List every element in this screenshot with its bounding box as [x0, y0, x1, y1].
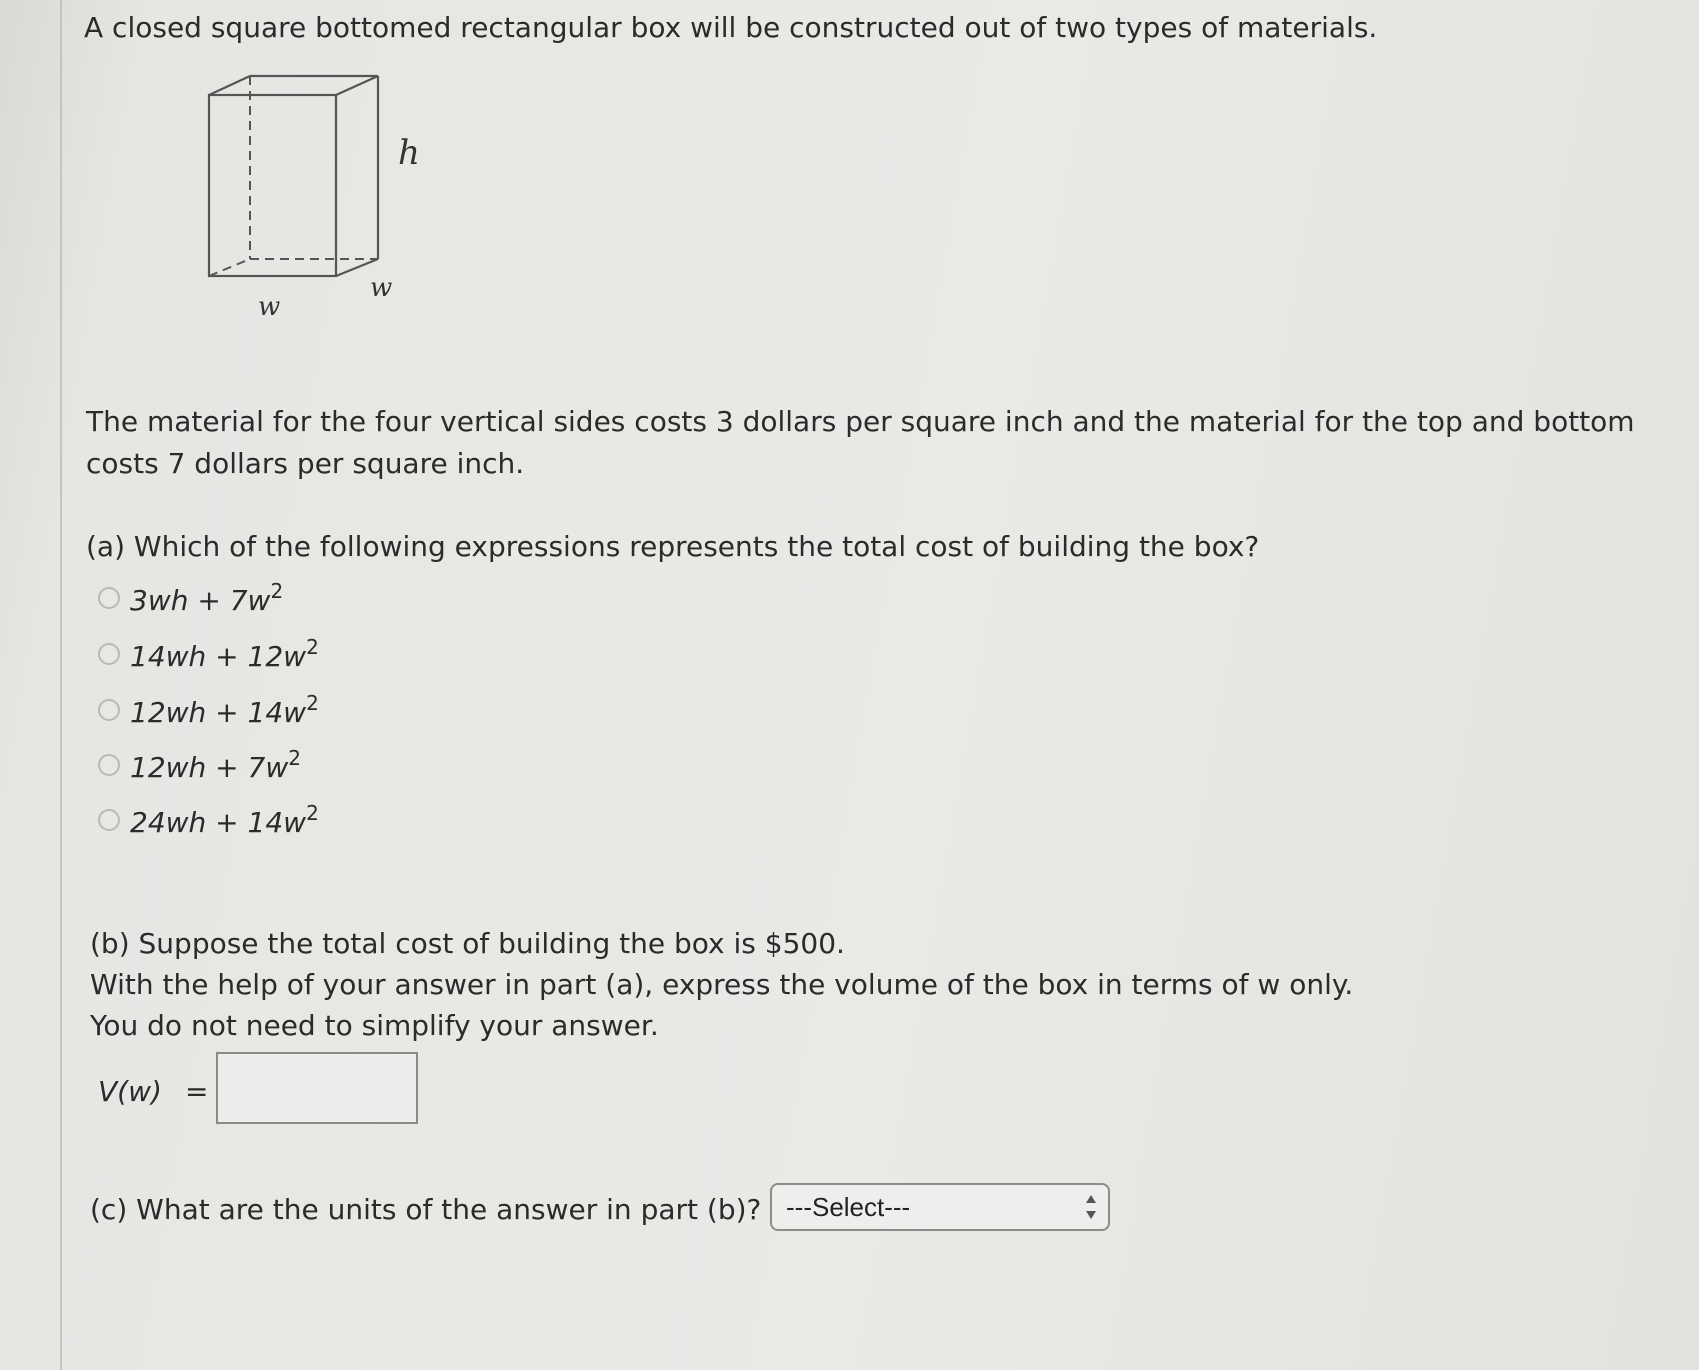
option-row-2[interactable]: [98, 634, 319, 674]
option-label-1: $3wh + 7w^2$: [130, 579, 284, 617]
radio-option-1[interactable]: [98, 587, 120, 609]
option-row-4[interactable]: [98, 745, 301, 785]
option-row-3[interactable]: [98, 690, 319, 730]
part-b-line-1: (b) Suppose the total cost of building the box is $500.: [90, 927, 845, 960]
units-select-value: ---Select---: [786, 1191, 911, 1222]
part-b-line-3: You do not need to simplify your answer.: [90, 1009, 659, 1042]
option-row-1[interactable]: [98, 578, 283, 618]
radio-option-3[interactable]: [98, 699, 120, 721]
select-arrows-icon: [1086, 1195, 1096, 1219]
option-label-2: $14wh + 12w^2$: [130, 635, 319, 673]
radio-option-2[interactable]: [98, 643, 120, 665]
volume-function-label: V(w): [98, 1075, 162, 1108]
intro-text: A closed square bottomed rectangular box will be constructed out of two types of materials.: [84, 11, 1378, 44]
width-label-front: w: [258, 292, 281, 322]
box-diagram: [195, 62, 455, 322]
volume-answer-input[interactable]: [216, 1052, 418, 1124]
part-a-question: (a) Which of the following expressions represents the total cost of building the box?: [86, 530, 1260, 563]
radio-option-4[interactable]: [98, 754, 120, 776]
radio-option-5[interactable]: [98, 809, 120, 831]
height-label: h: [398, 133, 420, 173]
option-label-4: $12wh + 7w^2$: [130, 746, 301, 784]
page-edge-divider: [60, 0, 62, 1370]
units-select[interactable]: [770, 1183, 1110, 1231]
option-label-3: $12wh + 14w^2$: [130, 691, 319, 729]
option-row-5[interactable]: [98, 800, 319, 840]
part-b-line-2: With the help of your answer in part (a), express the volume of the box in terms of w only.: [90, 968, 1354, 1001]
option-label-5: $24wh + 14w^2$: [130, 801, 319, 839]
width-label-side: w: [370, 273, 393, 303]
part-c-question: (c) What are the units of the answer in part (b)?: [90, 1193, 762, 1226]
equals-sign: =: [185, 1075, 209, 1108]
material-cost-text: The material for the four vertical sides costs 3 dollars per square inch and the material for the top and bottom costs 7 dollars per square inch.: [86, 405, 1635, 480]
